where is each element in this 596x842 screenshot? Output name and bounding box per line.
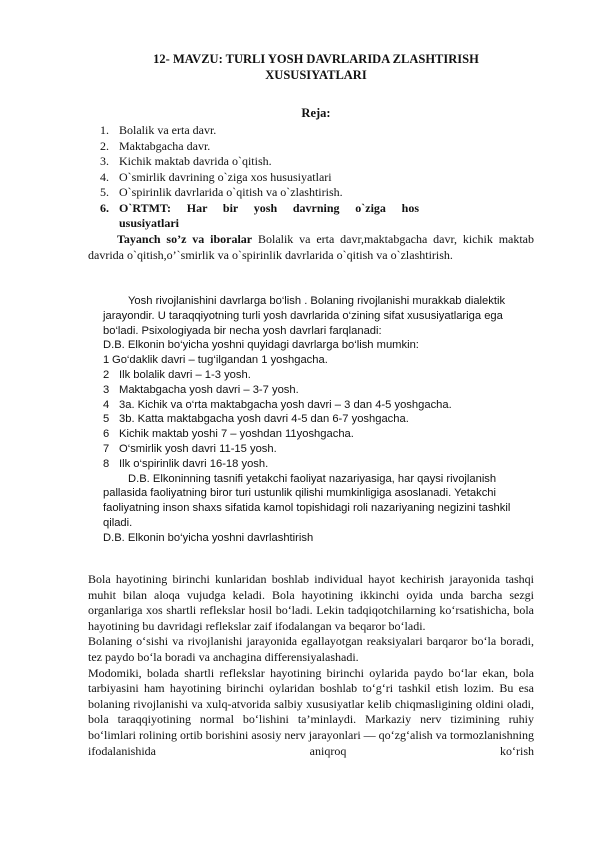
period-number: 2 — [103, 368, 110, 381]
plan-item-text: O`spirinlik davrlarida o`qitish va o`zlashtirish. — [119, 185, 343, 199]
plan-item — [100, 139, 520, 155]
plan-item-number: 4. — [100, 169, 109, 184]
intro-paragraph: D.B. Elkonin bo‘yicha yoshni quyidagi davrlarga bo‘lish mumkin: — [103, 339, 419, 352]
period-item — [103, 412, 540, 427]
plan-item-number: 1. — [100, 123, 109, 137]
period-number: 5 — [103, 413, 110, 426]
plan-item-continuation: ususiyatlari — [119, 216, 180, 230]
body-paragraph: Bolaning o‘sishi va rivojlanishi jarayonida egallayotgan reaksiyalari barqaror bo‘la boradi, tez paydo bo‘la boradi va anchagina differensiyalashadi. — [88, 634, 534, 664]
period-text: Ilk o‘spirinlik davri 16-18 yosh. — [119, 457, 269, 470]
title-line-2: XUSUSIYATLARI — [265, 68, 367, 82]
plan-item — [100, 154, 520, 170]
plan-item-6 — [100, 201, 520, 232]
period-item — [103, 353, 540, 368]
period-number: 4 — [103, 398, 110, 411]
plan-item-number: 3. — [100, 154, 109, 168]
period-item — [103, 457, 540, 472]
body-section — [88, 572, 534, 759]
plan-item-number: 5. — [100, 185, 109, 199]
plan-list — [100, 123, 520, 232]
plan-item — [100, 185, 520, 201]
period-text: Maktabgacha yosh davri – 3-7 yosh. — [119, 383, 299, 396]
plan-item-text: Kichik maktab davrida o`qitish. — [119, 154, 272, 168]
page-title — [96, 51, 536, 83]
period-number: 6 — [103, 428, 110, 441]
intro-paragraph: D.B. Elkoninning tasnifi yetakchi faoliyat nazariyasiga, har qaysi rivojlanish pallasida faoliyatning biror turi ustunlik qilishi mumkinligiga asoslanadi. Yetakchi faoliyatning inson shaxs sifatida kamol topishidagi roli nazariyaning negizini tashkil qiladi. — [103, 472, 511, 529]
period-item — [103, 442, 540, 457]
period-item — [103, 427, 540, 442]
intro-section — [103, 294, 540, 546]
body-paragraph: Modomiki, bolada shartli reflekslar hayotining birinchi oylarida paydo bo‘lar ekan, bola tarbiyasini ham hayotining birinchi oylaridan boshlab to‘g‘ri tashkil etish lozim. Bu esa bolaning rivojlanishi va xulq-atvorida salbiy xususiyatlar kelib chiqmasligining oldini oladi, bola taraqqiyotining normal bo‘lishini ta’minlaydi. Markaziy nerv tizimining ruhiy bo‘limlari rolining ortib borishini asosiy nerv jarayonlari — qo‘zg‘alish va tormozlanishning ifodalanishida aniqroq ko‘rish — [88, 665, 534, 758]
keywords-paragraph — [88, 232, 534, 263]
keywords-label: Tayanch so’z va iboralar — [117, 232, 253, 246]
body-paragraph: Bola hayotining birinchi kunlaridan boshlab individual hayot kechirish jarayonida tashqi muhit bilan aloqa vujudga keladi. Bola hayotining ikkinchi oyida unda barcha sezgi organlariga xos shartli reflekslar hosil bo‘ladi. Lekin tadqiqotchilarning ko‘rsatishicha, bola hayotining bu davridagi reflekslar zaif ifodalangan va beqaror bo‘ladi. — [88, 572, 534, 633]
plan-item-text: O`smirlik davrining o`ziga xos hususiyatlari — [119, 169, 332, 184]
plan-item — [100, 170, 520, 186]
period-text: 3b. Katta maktabgacha yosh davri 4-5 dan 6-7 yoshgacha. — [119, 413, 409, 426]
period-number: 3 — [103, 383, 110, 396]
plan-item-number: 6. — [100, 200, 109, 215]
plan-item-number: 2. — [100, 138, 109, 153]
intro-paragraph: Yosh rivojlanishini davrlarga bo‘lish . Bolaning rivojlanishi murakkab dialektik jarayondir. U taraqqiyotning turli yosh davrlarida o‘zining sifat xususiyatlariga ega bo‘ladi. Psixologiyada bir necha yosh davrlari farqlanadi: — [103, 295, 506, 337]
period-item — [103, 398, 540, 413]
title-line-1: 12- MAVZU: TURLI YOSH DAVRLARIDA ZLASHTIRISH — [153, 52, 479, 66]
plan-item-text: O`RTMT: Har bir yosh davrning o`ziga hos — [119, 200, 419, 215]
period-text: O‘smirlik yosh davri 11-15 yosh. — [119, 442, 277, 455]
period-number: 8 — [103, 457, 110, 470]
period-item — [103, 368, 540, 383]
plan-item-text: Maktabgacha davr. — [119, 138, 211, 153]
period-number: 7 — [103, 442, 110, 455]
intro-paragraph: D.B. Elkonin bo‘yicha yoshni davrlashtirish — [103, 531, 314, 544]
period-text: 3a. Kichik va o‘rta maktabgacha yosh davri – 3 dan 4-5 yoshgacha. — [119, 398, 452, 411]
period-text: Go‘daklik davri – tug‘ilgandan 1 yoshgacha. — [112, 354, 328, 367]
period-text: Ilk bolalik davri – 1-3 yosh. — [119, 368, 251, 381]
keywords-text: Bolalik va erta davr,maktabgacha davr, kichik maktab davrida o`qitish,o’`smirlik va o`spirinlik davrlarida o`qitish va o`zlashtirish. — [88, 232, 535, 262]
periods-list — [103, 353, 540, 471]
plan-item — [100, 123, 520, 139]
period-item — [103, 383, 540, 398]
period-text: Kichik maktab yoshi 7 – yoshdan 11yoshgacha. — [119, 428, 354, 441]
period-number: 1 — [103, 354, 110, 367]
plan-item-text: Bolalik va erta davr. — [119, 123, 217, 137]
plan-heading: Reja: — [301, 106, 331, 120]
